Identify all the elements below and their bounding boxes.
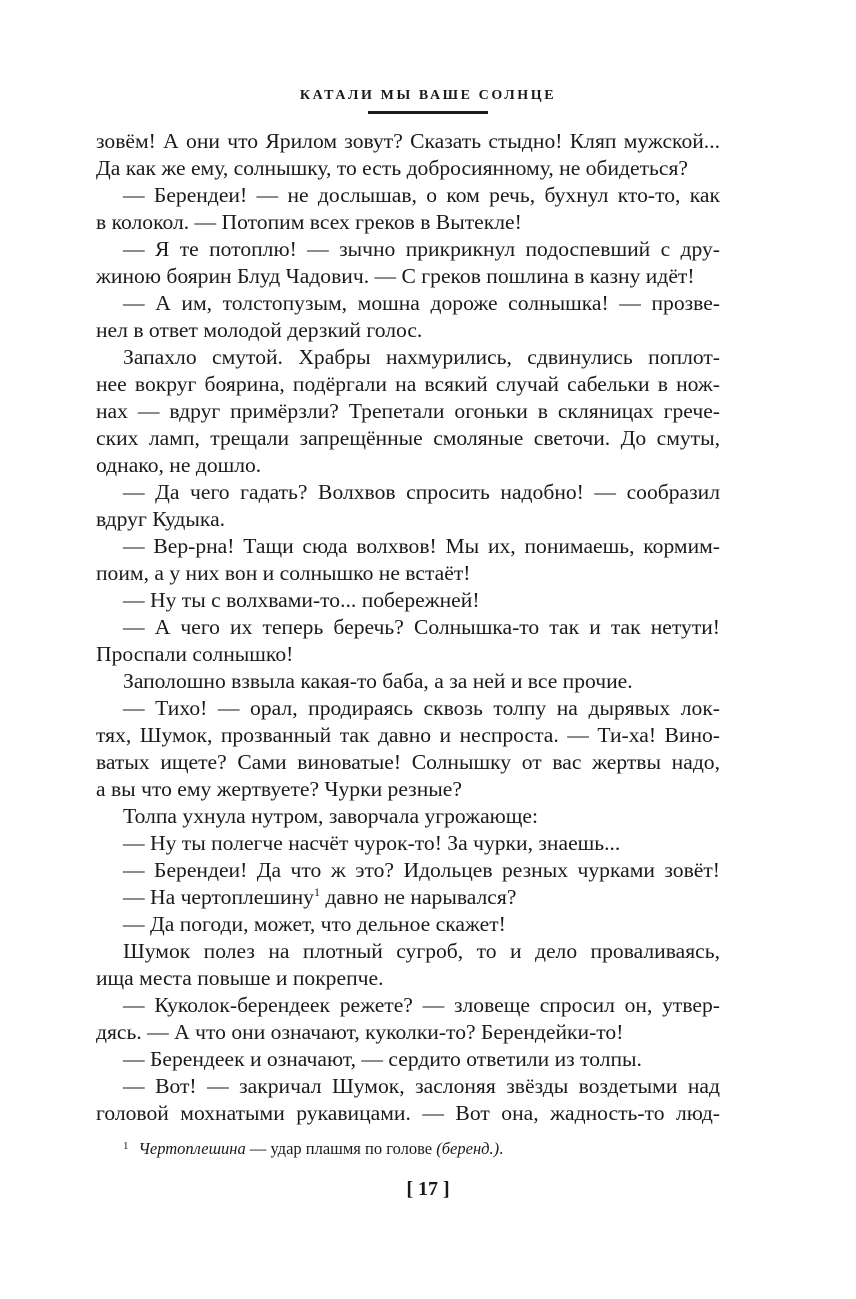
- text-line-content: — Вер-рна! Тащи сюда волхвов! Мы их, понимаешь, кормим-: [123, 534, 720, 558]
- header-rule: [368, 111, 488, 114]
- text-line-content: Шумок полез на плотный сугроб, то и дело проваливаясь,: [123, 939, 720, 963]
- text-line: [96, 128, 720, 155]
- text-line: [96, 695, 720, 722]
- footnote-reference: 1: [313, 885, 320, 899]
- text-line-content: ватых ищете? Сами виноватые! Солнышку от вас жертвы надо,: [96, 750, 720, 774]
- text-line: [96, 452, 720, 479]
- text-line: [96, 290, 720, 317]
- text-line-content: Заполошно взвыла какая-то баба, а за ней и все прочие.: [123, 669, 633, 693]
- text-line: [96, 506, 720, 533]
- footnote-source: (беренд.): [436, 1139, 500, 1158]
- text-line: [96, 992, 720, 1019]
- text-line: [96, 803, 720, 830]
- text-line: [96, 155, 720, 182]
- footnote-definition: — удар плашмя по голове: [245, 1139, 437, 1158]
- text-line-content: — Берендеи! — не дослышав, о ком речь, бухнул кто-то, как: [123, 183, 720, 207]
- page-number: [ 17 ]: [406, 1178, 450, 1200]
- text-line: [96, 236, 720, 263]
- text-line-content: — Куколок-берендеек режете? — зловеще спросил он, утвер-: [123, 993, 720, 1017]
- text-line-content: — Тихо! — орал, продираясь сквозь толпу на дырявых лок-: [123, 696, 720, 720]
- text-line: [96, 776, 720, 803]
- text-line-content: — Да погоди, может, что дельное скажет!: [123, 912, 506, 936]
- text-line-content: — Вот! — закричал Шумок, заслоняя звёзды воздетыми над: [123, 1074, 720, 1098]
- text-line-content: — Берендеек и означают, — сердито ответили из толпы.: [123, 1047, 642, 1071]
- text-line: [96, 1046, 720, 1073]
- footnote-mark: 1: [123, 1140, 129, 1152]
- text-line: [96, 479, 720, 506]
- text-line-content: дясь. — А что они означают, куколки-то? Берендейки-то!: [96, 1020, 624, 1044]
- text-line-content: — А им, толстопузым, мошна дороже солнышка! — прозве-: [123, 291, 720, 315]
- body-text: [96, 128, 720, 1127]
- text-line: [96, 371, 720, 398]
- text-line-content: а вы что ему жертвуете? Чурки резные?: [96, 777, 462, 801]
- text-line-content: — Берендеи! Да что ж это? Идольцев резных чурками зовёт!: [123, 858, 720, 882]
- running-header-title: КАТАЛИ МЫ ВАШЕ СОЛНЦЕ: [299, 88, 557, 103]
- text-line-content: — На чертоплешину: [123, 885, 314, 909]
- running-header: [0, 86, 856, 104]
- text-line: [96, 911, 720, 938]
- text-line: [96, 1100, 720, 1127]
- text-line: [96, 533, 720, 560]
- footnote-term: Чертоплешина: [138, 1139, 246, 1158]
- text-line: [96, 1019, 720, 1046]
- text-line: [96, 1073, 720, 1100]
- text-line-content: головой мохнатыми рукавицами. — Вот она, жадность-то люд-: [96, 1101, 720, 1125]
- text-line-content: — Да чего гадать? Волхвов спросить надобно! — сообразил: [123, 480, 720, 504]
- text-line-content: — А чего их теперь беречь? Солнышка-то так и так нетути!: [123, 615, 720, 639]
- text-line: [96, 614, 720, 641]
- text-line: [96, 317, 720, 344]
- footnote-end: .: [499, 1139, 504, 1158]
- text-line: [96, 398, 720, 425]
- text-line: [96, 749, 720, 776]
- text-line: [96, 938, 720, 965]
- text-line-content: ских ламп, трещали запрещённые смоляные светочи. До смуты,: [96, 426, 720, 450]
- text-line: [96, 965, 720, 992]
- text-line-content: в колокол. — Потопим всех греков в Вытекле!: [96, 210, 522, 234]
- footnote: [123, 1135, 720, 1160]
- text-line: [96, 668, 720, 695]
- text-line-content: поим, а у них вон и солнышко не встаёт!: [96, 561, 471, 585]
- text-line-content: — Ну ты с волхвами-то... побережней!: [123, 588, 480, 612]
- text-line-content: нах — вдруг примёрзли? Трепетали огоньки в скляницах грече-: [96, 399, 720, 423]
- text-line: [96, 587, 720, 614]
- text-line: [96, 857, 720, 884]
- text-line-content: ища места повыше и покрепче.: [96, 966, 384, 990]
- text-line-content: зовём! А они что Ярилом зовут? Сказать стыдно! Кляп мужской...: [96, 129, 720, 153]
- text-line-content: Да как же ему, солнышку, то есть добросиянному, не обидеться?: [96, 156, 688, 180]
- text-line-content: — Ну ты полегче насчёт чурок-то! За чурки, знаешь...: [123, 831, 621, 855]
- text-line: [96, 830, 720, 857]
- text-line: [96, 641, 720, 668]
- text-line: [96, 209, 720, 236]
- text-line: [96, 560, 720, 587]
- text-line: [96, 182, 720, 209]
- text-line-content: жиною боярин Блуд Чадович. — С греков пошлина в казну идёт!: [96, 264, 695, 288]
- text-line-content: тях, Шумок, прозванный так давно и неспроста. — Ти-ха! Вино-: [96, 723, 720, 747]
- text-line: [96, 425, 720, 452]
- text-line-continuation: давно не нарывался?: [319, 885, 517, 909]
- text-line-content: Проспали солнышко!: [96, 642, 294, 666]
- text-line: [96, 722, 720, 749]
- text-line-content: Запахло смутой. Храбры нахмурились, сдвинулись поплот-: [123, 345, 720, 369]
- text-line-content: — Я те потоплю! — зычно прикрикнул подоспевший с дру-: [123, 237, 720, 261]
- text-line-content: вдруг Кудыка.: [96, 507, 226, 531]
- text-line-content: однако, не дошло.: [96, 453, 262, 477]
- text-line-content: нел в ответ молодой дерзкий голос.: [96, 318, 423, 342]
- text-line-content: Толпа ухнула нутром, заворчала угрожающе:: [123, 804, 539, 828]
- text-line: [96, 344, 720, 371]
- text-line: [96, 884, 720, 911]
- text-line: [96, 263, 720, 290]
- text-line-content: нее вокруг боярина, подёргали на всякий случай сабельки в нож-: [96, 372, 720, 396]
